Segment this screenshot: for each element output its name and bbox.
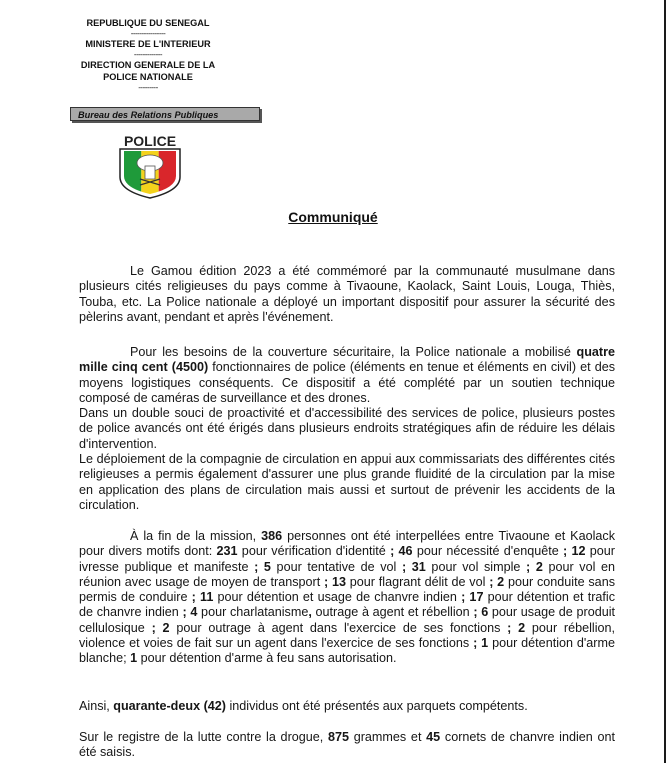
paragraph-circulation: Le déploiement de la compagnie de circulation en appui aux commissariats des différentes cités religieuses a permis également d'assurer une plus grande fluidité de la circulation par la mise en application des plans de circulation mais aussi et surtout de prévenir les accidents de la circulation. [79,452,615,512]
effectif-bold: quatre mille cinq cent (4500) [79,345,615,375]
svg-text:POLICE: POLICE [123,133,177,149]
deferes-bold: quarante-deux (42) [113,699,226,713]
paragraph-gamou: Le Gamou édition 2023 a été commémoré par la communauté musulmane dans plusieurs cités religieuses du pays comme à Tivaoune, Kaolack, Saint Louis, Louga, Thiès, Touba, etc. La Police nationale a déployé un important dispositif pour assurer la sécurité des pèlerins avant, pendant et après l'événement. [79,264,615,324]
count-bold: ; 2 [526,559,543,574]
text-segment: pour détention et usage de chanvre indien [213,590,462,605]
text-segment: pour conduite sans permis de conduire [79,574,615,605]
page-title: Communiqué [288,209,378,225]
text-segment: pour vérification d'identité [237,544,391,559]
text-segment: pour détention d'arme blanche; [79,636,616,666]
count-bold: 386 [261,529,283,543]
text-segment: pour flagrant délit de vol [346,574,490,589]
paragraph-interpellations [79,529,615,667]
count-bold: ; 2 [507,620,526,635]
letterhead-republic: REPUBLIQUE DU SENEGAL [86,18,210,28]
count-bold: ; 11 [191,590,214,605]
text-segment: pour vol en réunion avec usage de moyen de transport [79,559,616,589]
count-bold: ; 13 [324,574,346,589]
text-segment: pour ivresse publique et manifeste [79,544,615,574]
bureau-label: Bureau des Relations Publiques [70,107,260,121]
letterhead-ministry: MINISTERE DE L'INTERIEUR [85,39,211,49]
count-bold: , [308,605,312,620]
letterhead [68,17,228,92]
text-segment: personnes ont été interpellées entre Tivaoune et Kaolack pour divers motifs dont: [79,529,615,559]
count-bold: ; 2 [489,574,505,589]
text-segment: outrage à agent et rébellion [311,605,474,620]
letterhead-police-nationale: POLICE NATIONALE [103,72,193,82]
count-bold: 1 [130,651,138,666]
count-bold: ; 1 [473,636,489,651]
text-segment: pour charlatanisme [197,605,309,620]
count-bold: ; 46 [390,544,413,559]
letterhead-separator: ------------- [133,50,163,59]
text-segment: pour tentative de vol [270,559,402,574]
paragraph-postes-avances: Dans un double souci de proactivité et d'accessibilité des services de police, plusieurs postes de police avancés ont été érigés dans plusieurs endroits stratégiques afin de réduire les délais d'intervention. [79,406,615,451]
text-segment: pour vol simple [425,559,526,574]
text-segment: pour détention et trafic de chanvre indien [79,590,615,620]
text-segment: pour outrage à agent dans l'exercice de ses fonctions [169,620,508,635]
count-bold: ; 5 [254,559,271,574]
count-bold: ; 31 [401,559,426,574]
paragraph-drogue: Sur le registre de la lutte contre la drogue, 875 grammes et 45 cornets de chanvre indien ont été saisis. [79,730,616,760]
count-bold: ; 12 [563,544,586,559]
text-segment: pour détention d'arme à feu sans autorisation. [137,651,397,666]
count-bold: ; 17 [461,590,484,605]
text-segment: pour nécessité d'enquête [412,544,564,559]
text-segment: pour rébellion, violence et voies de fait sur un agent dans l'exercice de ses fonctions [79,620,616,651]
count-bold: ; 4 [182,605,198,620]
count-bold: ; 6 [473,605,489,620]
letterhead-direction: DIRECTION GENERALE DE LA [80,60,216,70]
text-segment: pour usage de produit cellulosique [79,605,615,635]
count-bold: ; 2 [151,620,170,635]
text-segment: À la fin de la mission, [130,529,262,543]
count-bold: 231 [216,544,238,559]
paragraph-mobilisation: Pour les besoins de la couverture sécuritaire, la Police nationale a mobilisé quatre mille cinq cent (4500) fonctionnaires de police (éléments en tenue et éléments en civil) et des moyens logistiques conséquents. Ce dispositif a été complété par un soutien technique composé de caméras de surveillance et des drones. [79,345,616,405]
letterhead-separator: --------- [138,83,158,92]
letterhead-separator: ---------------- [130,29,166,38]
police-logo-icon [115,133,185,199]
paragraph-parquets: Ainsi, quarante-deux (42) individus ont été présentés aux parquets compétents. [79,699,528,713]
